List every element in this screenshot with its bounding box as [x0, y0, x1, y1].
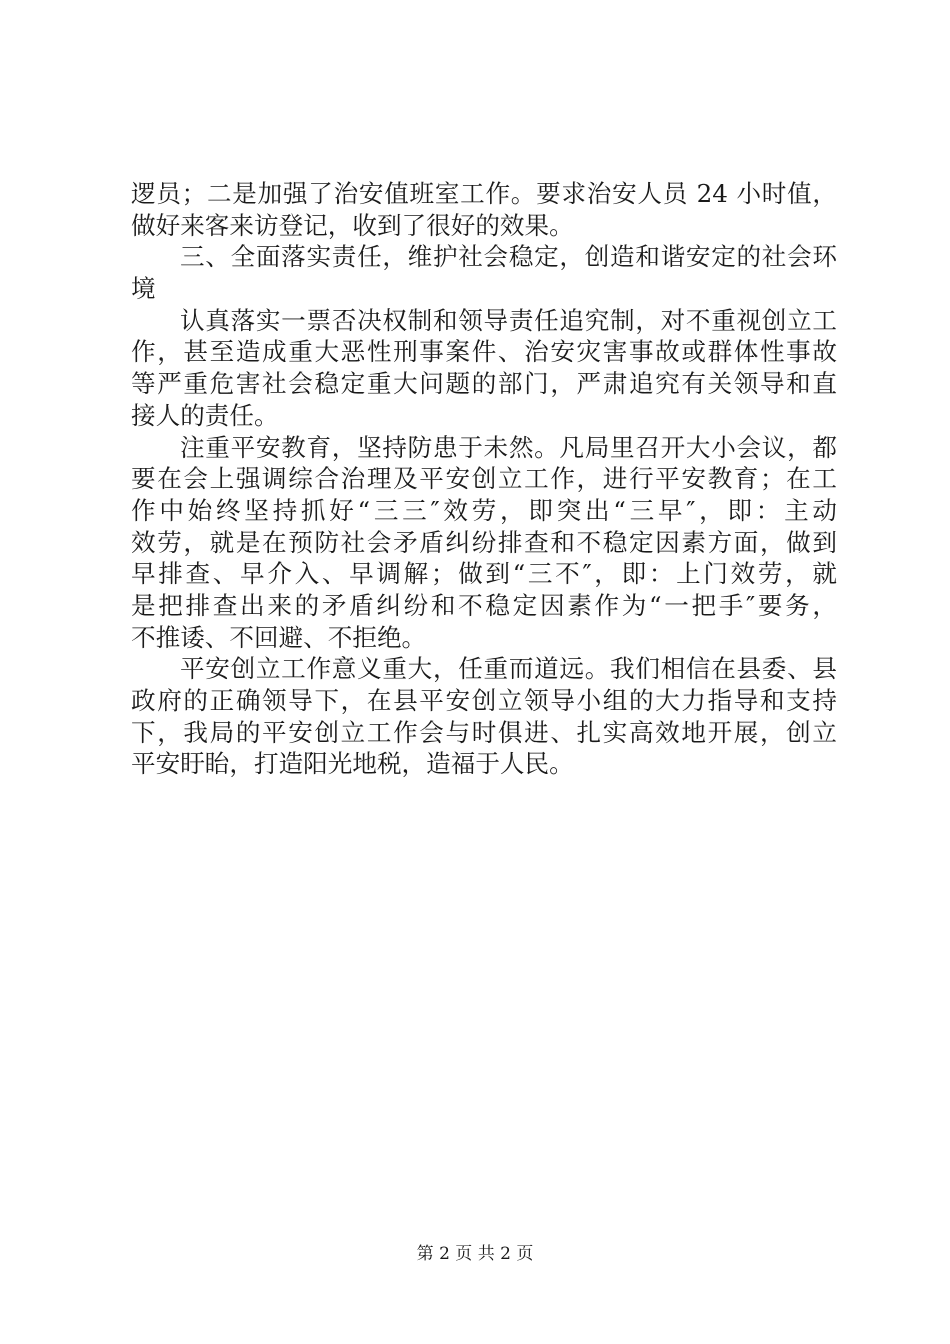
text-line: 要在会上强调综合治理及平安创立工作，进行平安教育；在工 — [131, 464, 837, 494]
text-line: 政府的正确领导下，在县平安创立领导小组的大力指导和支持 — [131, 686, 837, 715]
text-line: 注重平安教育，坚持防患于未然。凡局里召开大小会议，都 — [180, 432, 837, 462]
text-line: 不推诿、不回避、不拒绝。 — [131, 622, 427, 652]
text-line: 效劳，就是在预防社会矛盾纠纷排查和不稳定因素方面，做到 — [131, 527, 837, 557]
text-line: 作，甚至造成重大恶性刑事案件、治安灾害事故或群体性事故 — [131, 337, 837, 367]
text-line: 逻员；二是加强了治安值班室工作。要求治安人员 24 小时值， — [131, 179, 837, 208]
document-body — [131, 178, 837, 780]
page-footer — [0, 1243, 950, 1265]
text-line: 接人的责任。 — [131, 400, 279, 430]
text-line: 做好来客来访登记，收到了很好的效果。 — [131, 210, 574, 240]
text-line: 早排查、早介入、早调解；做到“三不″，即：上门效劳，就 — [131, 559, 837, 589]
section-heading-line: 三、全面落实责任，维护社会稳定，创造和谐安定的社会环 — [180, 242, 837, 272]
text-line: 平安创立工作意义重大，任重而道远。我们相信在县委、县 — [180, 654, 837, 684]
text-line: 平安盱眙，打造阳光地税，造福于人民。 — [131, 749, 574, 779]
page-number: 第 2 页 共 2 页 — [416, 1244, 534, 1264]
text-line: 等严重危害社会稳定重大问题的部门，严肃追究有关领导和直 — [131, 369, 837, 399]
section-heading-line: 境 — [131, 274, 156, 304]
text-line: 认真落实一票否决权制和领导责任追究制，对不重视创立工 — [180, 305, 837, 335]
text-line: 作中始终坚持抓好“三三″效劳，即突出“三早″，即：主动 — [131, 495, 837, 525]
text-line: 下，我局的平安创立工作会与时俱进、扎实高效地开展，创立 — [131, 717, 837, 747]
text-line: 是把排查出来的矛盾纠纷和不稳定因素作为“一把手″要务， — [131, 590, 837, 620]
